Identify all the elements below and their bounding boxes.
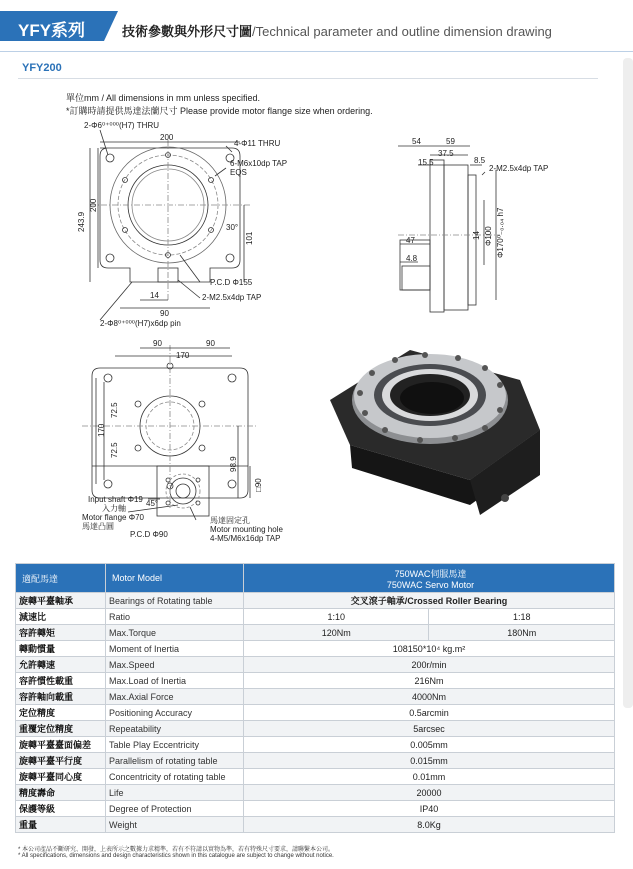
table-row: [16, 689, 615, 705]
spec-table: [15, 563, 615, 833]
dim-top-170-v: 170: [97, 423, 106, 437]
row-label-zh: 容許轉矩: [16, 625, 106, 641]
table-row: [16, 769, 615, 785]
dim-front-200: 200: [160, 133, 174, 142]
table-row: [16, 657, 615, 673]
row-value-2: 1:18: [429, 609, 615, 625]
row-value: 8.0Kg: [244, 817, 615, 833]
row-label-zh: 旋轉平臺臺面偏差: [16, 737, 106, 753]
dim-top-motor-flange-zh: 馬達凸圓: [82, 522, 114, 531]
dim-top-90b: 90: [206, 339, 215, 348]
dim-front-pin: 2-Φ8⁰⁺⁰⁰⁰(H7)x6dp pin: [100, 319, 181, 328]
dim-front-hole-top-left: 2-Φ6⁰⁺⁰⁰⁰(H7) THRU: [84, 121, 159, 130]
flange-note: *訂購時請提供馬達法蘭尺寸 Please provide motor flange size when ordering.: [66, 106, 373, 116]
row-label-en: Repeatability: [106, 721, 244, 737]
dim-front-90: 90: [160, 309, 169, 318]
row-label-en: Table Play Eccentricity: [106, 737, 244, 753]
row-value: IP40: [244, 801, 615, 817]
th-motor-value-en: 750WAC Servo Motor: [386, 579, 475, 590]
dim-top-90sq: □90: [254, 478, 263, 492]
row-label-zh: 重覆定位精度: [16, 721, 106, 737]
row-value: 4000Nm: [244, 689, 615, 705]
table-row: [16, 641, 615, 657]
dim-top-input-shaft: Input shaft Φ19: [88, 495, 143, 504]
dim-top-hole-zh: 馬達固定孔: [210, 516, 250, 525]
dim-top-98-9: 98.9: [229, 456, 238, 472]
dim-top-hole-en: Motor mounting hole: [210, 525, 283, 534]
row-label-zh: 定位精度: [16, 705, 106, 721]
row-label-en: Positioning Accuracy: [106, 705, 244, 721]
row-value: 20000: [244, 785, 615, 801]
row-value: 交叉滾子軸承/Crossed Roller Bearing: [244, 593, 615, 609]
row-label-en: Ratio: [106, 609, 244, 625]
row-label-en: Concentricity of rotating table: [106, 769, 244, 785]
dim-front-30: 30°: [226, 223, 239, 232]
table-header-row: [16, 564, 615, 593]
page-title-zh: 技術參數與外形尺寸圖: [122, 24, 253, 39]
row-label-en: Degree of Protection: [106, 801, 244, 817]
row-value: 0.015mm: [244, 753, 615, 769]
table-row: [16, 721, 615, 737]
dim-side-100: Φ100: [484, 226, 493, 246]
dim-front-tap-1: 6-M6x10dp TAP: [230, 159, 288, 168]
row-value-1: 120Nm: [244, 625, 429, 641]
row-label-en: Max.Axial Force: [106, 689, 244, 705]
series-label: YFY系列: [18, 21, 86, 40]
row-label-en: Bearings of Rotating table: [106, 593, 244, 609]
table-row: [16, 737, 615, 753]
row-label-zh: 旋轉平臺軸承: [16, 593, 106, 609]
table-row: [16, 705, 615, 721]
dim-top-input-shaft-zh: 入力軸: [102, 504, 126, 513]
dim-top-pcd90: P.C.D Φ90: [130, 530, 168, 539]
row-value-1: 1:10: [244, 609, 429, 625]
dim-top-hole-tap: 4-M5/M6x16dp TAP: [210, 534, 281, 543]
th-motor-value: [244, 564, 615, 593]
dim-side-47: 47: [406, 236, 415, 245]
row-label-zh: 精度壽命: [16, 785, 106, 801]
row-label-en: Max.Torque: [106, 625, 244, 641]
th-motor-zh: 適配馬達: [16, 564, 106, 593]
row-label-zh: 轉動慣量: [16, 641, 106, 657]
row-label-en: Parallelism of rotating table: [106, 753, 244, 769]
row-label-zh: 重量: [16, 817, 106, 833]
table-row: [16, 801, 615, 817]
row-value: 0.01mm: [244, 769, 615, 785]
dim-top-170: 170: [176, 351, 190, 360]
th-motor-value-zh: 750WAC伺服馬達: [394, 568, 467, 579]
row-label-zh: 保護等級: [16, 801, 106, 817]
row-label-en: Max.Load of Inertia: [106, 673, 244, 689]
dim-top-90a: 90: [153, 339, 162, 348]
dim-side-8-5: 8.5: [474, 156, 486, 165]
dim-side-15-5: 15.5: [418, 158, 434, 167]
dim-side-59: 59: [446, 137, 455, 146]
th-motor-en: Motor Model: [106, 564, 244, 593]
row-label-zh: 減速比: [16, 609, 106, 625]
row-label-zh: 容許軸向載重: [16, 689, 106, 705]
dim-side-37-5: 37.5: [438, 149, 454, 158]
top-view-drawing: [82, 345, 258, 520]
table-row: [16, 753, 615, 769]
row-value-2: 180Nm: [429, 625, 615, 641]
units-note: 單位mm / All dimensions in mm unless specified.: [66, 93, 261, 103]
dim-front-243-9: 243.9: [77, 211, 86, 232]
table-row: [16, 593, 615, 609]
model-label: YFY200: [22, 62, 62, 74]
row-value: 200r/min: [244, 657, 615, 673]
dim-front-200-v: 200: [89, 198, 98, 212]
row-value: 216Nm: [244, 673, 615, 689]
row-label-zh: 允許轉速: [16, 657, 106, 673]
row-label-en: Max.Speed: [106, 657, 244, 673]
row-value: 5arcsec: [244, 721, 615, 737]
row-label-zh: 旋轉平臺同心度: [16, 769, 106, 785]
table-row: [16, 625, 615, 641]
dim-front-101: 101: [245, 231, 254, 245]
row-label-zh: 容許慣性載重: [16, 673, 106, 689]
dim-side-14: 14: [472, 231, 481, 240]
footer-note-en: * All specifications, dimensions and design characteristics shown in this catalogue are subject to change without notice.: [18, 853, 334, 859]
row-value: 0.005mm: [244, 737, 615, 753]
dim-front-tap-2: EQS: [230, 168, 247, 177]
product-photo: [330, 350, 540, 515]
row-value: 0.5arcmin: [244, 705, 615, 721]
row-label-en: Life: [106, 785, 244, 801]
table-row: [16, 785, 615, 801]
row-value: 108150*10⁴ kg.m²: [244, 641, 615, 657]
dim-top-72-5a: 72.5: [110, 402, 119, 418]
row-label-zh: 旋轉平臺平行度: [16, 753, 106, 769]
dim-top-72-5b: 72.5: [110, 442, 119, 458]
row-label-en: Moment of Inertia: [106, 641, 244, 657]
table-row: [16, 609, 615, 625]
page-title-en: /Technical parameter and outline dimension drawing: [252, 24, 552, 39]
table-row: [16, 817, 615, 833]
dim-front-14: 14: [150, 291, 159, 300]
dim-front-pcd: P.C.D Φ155: [210, 278, 253, 287]
row-label-en: Weight: [106, 817, 244, 833]
table-row: [16, 673, 615, 689]
dim-side-170: Φ170⁰₋₀.₀₄ h7: [496, 207, 505, 258]
dim-top-45: 45°: [146, 499, 159, 508]
dim-side-4-8: 4.8: [406, 254, 418, 263]
dim-side-tap: 2-M2.5x4dp TAP: [489, 164, 549, 173]
dim-front-hole-top-right: 4-Φ11 THRU: [234, 139, 281, 148]
dim-top-motor-flange: Motor flange Φ70: [82, 513, 144, 522]
footer-note-zh: * 本公司產品不斷研究、開發，上表所示之數據力求精準，若有不符請以實物為準，若有特殊尺寸要求，請聯繫本公司。: [18, 847, 335, 853]
dim-front-tap-bottom: 2-M2.5x4dp TAP: [202, 293, 262, 302]
dim-side-54: 54: [412, 137, 421, 146]
